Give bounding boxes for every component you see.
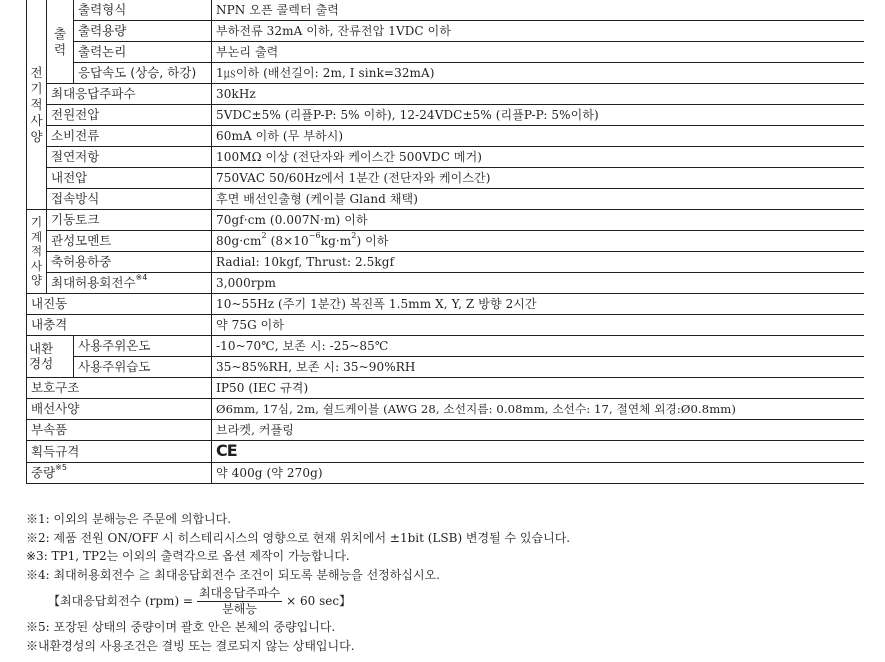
value-text: ) 이하 [356, 234, 389, 248]
row-value: 1㎲이하 (배선길이: 2m, I sink=32mA) [212, 63, 864, 84]
table-row [27, 294, 864, 315]
row-label: 기동토크 [47, 210, 212, 231]
group-label: 전기적사양 [30, 64, 43, 144]
formula-fraction [197, 586, 282, 617]
row-value: 약 75G 이하 [212, 315, 864, 336]
table-row [27, 189, 864, 210]
row-label: 사용주위습도 [74, 357, 212, 378]
group-electrical [27, 0, 47, 210]
row-label: 부속품 [27, 420, 212, 441]
superscript: 2 [261, 231, 267, 240]
row-value: Ø6mm, 17심, 2m, 쉴드케이블 (AWG 28, 소선지름: 0.08mm, 소선수: 17, 절연체 외경:Ø0.8mm) [212, 399, 864, 420]
formula-left: 【최대응답회전수 (rpm) = [48, 593, 193, 608]
formula-right: × 60 sec】 [286, 593, 352, 608]
row-value: 35~85%RH, 보존 시: 35~90%RH [212, 357, 864, 378]
table-row [27, 105, 864, 126]
rpm-formula [48, 584, 876, 618]
table-row [27, 336, 864, 357]
row-label: 내진동 [27, 294, 212, 315]
row-label: 관성모멘트 [47, 231, 212, 252]
row-label: 응답속도 (상승, 하강) [74, 63, 212, 84]
row-label: 사용주위온도 [74, 336, 212, 357]
ce-mark-icon: CE [216, 441, 237, 460]
row-value: 100MΩ 이상 (전단자와 케이스간 500VDC 메거) [212, 147, 864, 168]
row-label: 출력논리 [74, 42, 212, 63]
footnote-mark: ※4 [135, 273, 148, 282]
row-value: 70gf·cm (0.007N·m) 이하 [212, 210, 864, 231]
superscript: 2 [351, 231, 357, 240]
table-row [27, 399, 864, 420]
value-text: 80g·cm [216, 234, 262, 248]
group-label: 출력 [53, 25, 67, 57]
table-row [27, 231, 864, 252]
group-environment [27, 336, 74, 378]
footnote-6: ※내환경성의 사용조건은 결빙 또는 결로되지 않는 상태입니다. [26, 638, 355, 653]
value-text: kg·m [320, 234, 352, 248]
row-label: 획득규격 [27, 441, 212, 463]
formula-numerator: 최대응답주파수 [199, 585, 281, 600]
table-row [27, 252, 864, 273]
label-text: 최대허용회전수 [51, 275, 136, 290]
table-row [27, 42, 864, 63]
row-label: 내전압 [47, 168, 212, 189]
table-row [27, 147, 864, 168]
row-label [27, 463, 212, 484]
row-label: 배선사양 [27, 399, 212, 420]
group-label: 기계적사양 [30, 215, 43, 287]
row-value: NPN 오픈 콜렉터 출력 [212, 0, 864, 21]
row-label: 보호구조 [27, 378, 212, 399]
row-value: -10~70℃, 보존 시: -25~85℃ [212, 336, 864, 357]
footnote-3: ※3: TP1, TP2는 이외의 출력각으로 옵션 제작이 가능합니다. [26, 549, 350, 563]
row-label: 절연저항 [47, 147, 212, 168]
table-row [27, 315, 864, 336]
table-row [27, 420, 864, 441]
footnote-1: ※1: 이외의 분해능은 주문에 의합니다. [26, 512, 232, 526]
footnotes [26, 510, 876, 655]
row-value: 30kHz [212, 84, 864, 105]
row-value: 750VAC 50/60Hz에서 1분간 (전단자와 케이스간) [212, 168, 864, 189]
row-label: 접속방식 [47, 189, 212, 210]
table-row [27, 21, 864, 42]
label-text: 중량 [31, 465, 56, 480]
group-output [47, 0, 74, 84]
row-value: 3,000rpm [212, 273, 864, 294]
row-value: IP50 (IEC 규격) [212, 378, 864, 399]
row-label: 최대응답주파수 [47, 84, 212, 105]
footnote-5: ※5: 포장된 상태의 중량이며 괄호 안은 본체의 중량입니다. [26, 620, 336, 634]
row-value [212, 441, 864, 463]
footnote-2: ※2: 제품 전원 ON/OFF 시 히스테리시스의 영향으로 현재 위치에서 ±1bit (LSB) 변경될 수 있습니다. [26, 530, 571, 545]
row-label: 출력형식 [74, 0, 212, 21]
group-mechanical [27, 210, 47, 294]
row-label: 소비전류 [47, 126, 212, 147]
row-value: 브라켓, 커플링 [212, 420, 864, 441]
table-row [27, 273, 864, 294]
row-value [212, 231, 864, 252]
value-text: (8×10 [266, 234, 309, 248]
spec-table [26, 0, 864, 484]
row-value: 부논리 출력 [212, 42, 864, 63]
table-row [27, 210, 864, 231]
row-value: 60mA 이하 (무 부하시) [212, 126, 864, 147]
footnote-4: ※4: 최대허용회전수 ≧ 최대응답회전수 조건이 되도록 분해능을 선정하십시오. [26, 567, 440, 582]
row-label: 전원전압 [47, 105, 212, 126]
table-row [27, 126, 864, 147]
row-value: 약 400g (약 270g) [212, 463, 864, 484]
table-row [27, 463, 864, 484]
table-row [27, 378, 864, 399]
row-label: 내충격 [27, 315, 212, 336]
table-row [27, 168, 864, 189]
superscript: −6 [308, 231, 321, 240]
row-value: Radial: 10kgf, Thrust: 2.5kgf [212, 252, 864, 273]
row-value: 5VDC±5% (리플P-P: 5% 이하), 12-24VDC±5% (리플P-P: 5%이하) [212, 105, 864, 126]
row-value: 후면 배선인출형 (케이블 Gland 채택) [212, 189, 864, 210]
formula-denominator: 분해능 [222, 601, 257, 616]
table-row [27, 0, 864, 21]
table-row [27, 63, 864, 84]
row-label: 출력용량 [74, 21, 212, 42]
table-row [27, 84, 864, 105]
row-value: 10~55Hz (주기 1분간) 복진폭 1.5mm X, Y, Z 방향 2시간 [212, 294, 864, 315]
footnote-mark: ※5 [55, 463, 67, 472]
row-label: 축허용하중 [47, 252, 212, 273]
table-row [27, 357, 864, 378]
table-row [27, 441, 864, 463]
row-value: 부하전류 32mA 이하, 잔류전압 1VDC 이하 [212, 21, 864, 42]
group-label: 내환경성 [29, 341, 54, 371]
row-label [47, 273, 212, 294]
